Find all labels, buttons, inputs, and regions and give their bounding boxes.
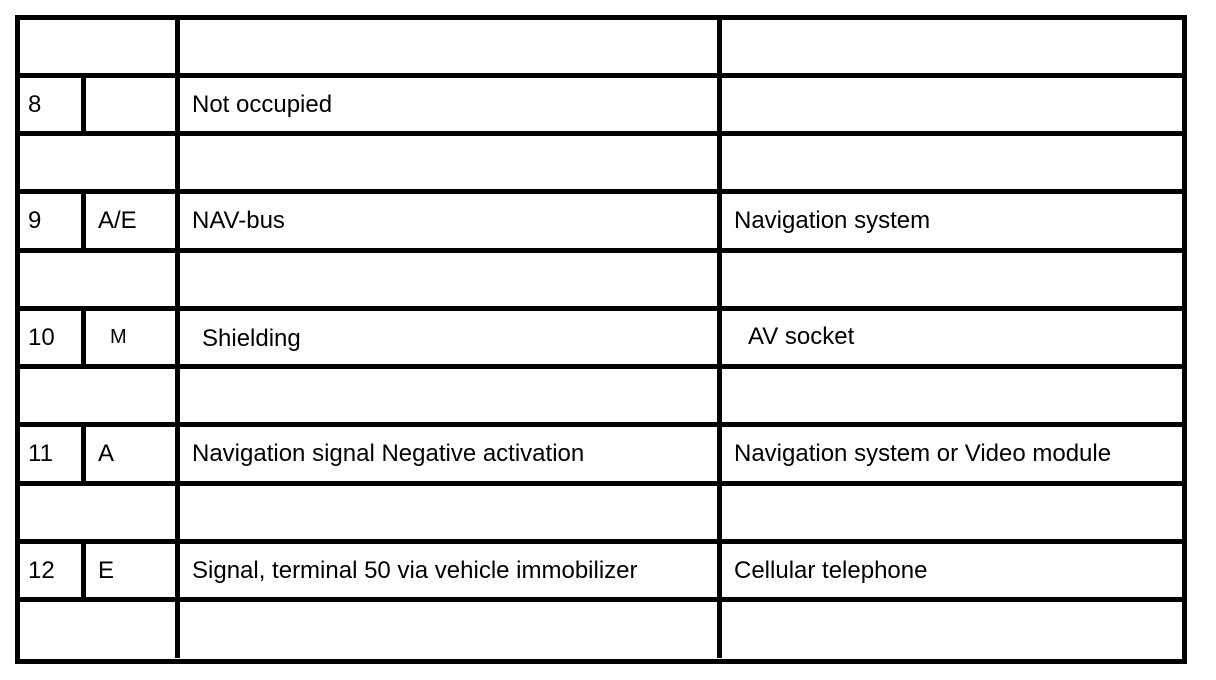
spacer-cell (180, 253, 722, 306)
pin-number: 10 (20, 311, 86, 364)
spacer-cell (180, 486, 722, 539)
spacer-cell (20, 369, 180, 422)
table-row-spacer (20, 369, 1182, 427)
signal-code: E (86, 544, 180, 597)
signal-destination: Cellular telephone (734, 556, 928, 584)
spacer-cell (180, 136, 722, 189)
spacer-cell (722, 486, 1182, 539)
pin-number: 9 (20, 194, 86, 248)
spacer-cell (722, 20, 1182, 73)
spacer-cell (20, 486, 180, 539)
signal-code: M (86, 311, 180, 364)
spacer-cell (722, 136, 1182, 189)
pin-number: 12 (20, 544, 86, 597)
signal-code: A (86, 427, 180, 481)
signal-destination (722, 78, 1182, 131)
signal-description: NAV-bus (180, 194, 722, 248)
pin-number: 11 (20, 427, 86, 481)
table-row-spacer (20, 136, 1182, 194)
spacer-cell (20, 253, 180, 306)
pin-number: 8 (20, 78, 86, 131)
spacer-cell (20, 136, 180, 189)
signal-code: A/E (86, 194, 180, 248)
pin-assignment-table (15, 15, 1187, 664)
signal-destination: AV socket (748, 323, 855, 350)
table-row-spacer (20, 20, 1182, 78)
spacer-cell (722, 369, 1182, 422)
spacer-cell (722, 602, 1182, 658)
spacer-cell (722, 253, 1182, 306)
signal-description: Signal, terminal 50 via vehicle immobilizer (180, 544, 722, 597)
spacer-cell (180, 602, 722, 658)
table-row (20, 78, 1182, 136)
table-row (20, 311, 1182, 369)
spacer-cell (180, 20, 722, 73)
signal-description: Navigation signal Negative activation (180, 427, 722, 481)
table-row (20, 194, 1182, 253)
table-row-spacer (20, 602, 1182, 658)
table-row-spacer (20, 486, 1182, 544)
table-row (20, 544, 1182, 602)
spacer-cell (20, 20, 180, 73)
signal-description: Shielding (180, 311, 722, 364)
spacer-cell (180, 369, 722, 422)
signal-code (86, 78, 180, 131)
signal-destination: Navigation system or Video module (734, 440, 1112, 467)
spacer-cell (20, 602, 180, 658)
signal-destination: Navigation system (734, 207, 931, 234)
table-row-spacer (20, 253, 1182, 311)
signal-description: Not occupied (180, 78, 722, 131)
table-row (20, 427, 1182, 486)
